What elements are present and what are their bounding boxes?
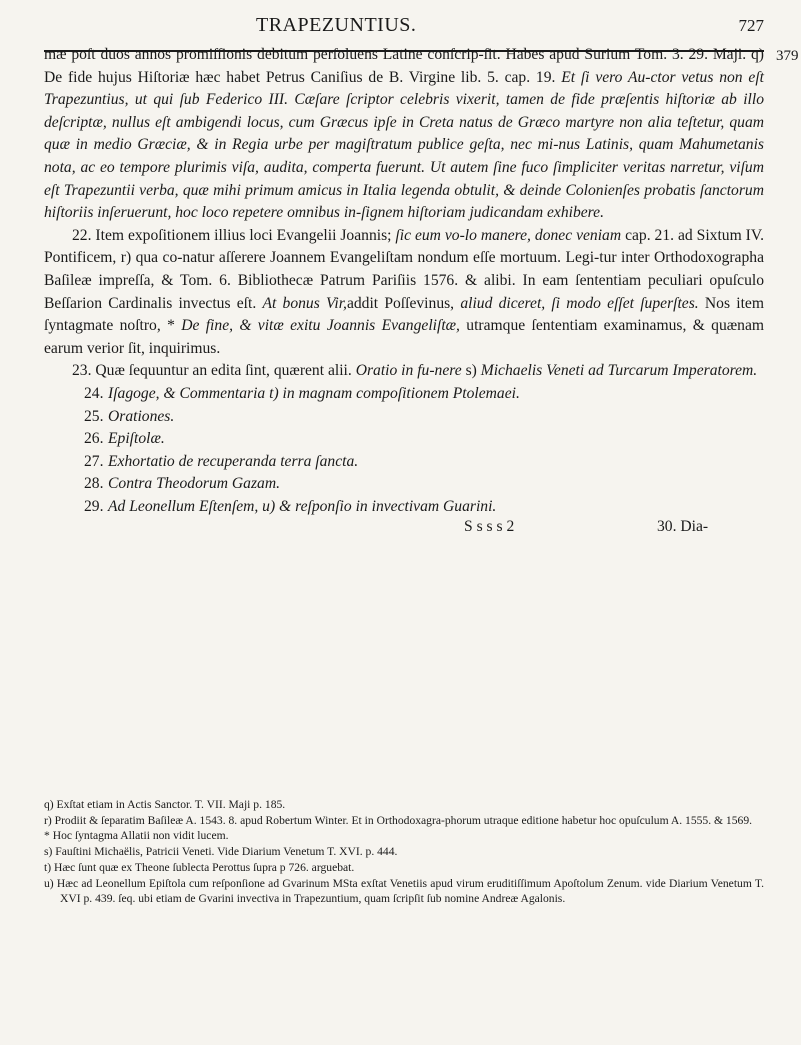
gospel-quote: ſic eum vo-lo manere, donec veniam	[395, 226, 622, 244]
footnote: q) Exſtat etiam in Actis Sanctor. T. VII. Maji p. 185.	[44, 798, 286, 811]
entry-text: Contra Theodorum Gazam.	[108, 475, 280, 493]
possevinus-text: addit Poſſevinus,	[346, 294, 455, 312]
para-22-text: cap. 21. ad Sixtum IV. Pontificem, r) qua co-natur aſſerere Joannem Evangeliſtam nondum eſſe mortuum. Legi-tur inter Orthodoxographa Baſileæ impreſſa, & Tom. 6. Bibliothecæ Patrum Pariſiis 1576. & alibi. In eam ſententiam peculiari opuſculo Beſſarion Cardinalis invectus eſt.	[44, 226, 764, 312]
footnotes	[44, 797, 764, 907]
syntagma-ref: Nos item ſyntagmate noſtro, *	[44, 294, 764, 335]
main-text	[44, 44, 764, 540]
paragraph-22	[44, 225, 764, 361]
entry-text: Exhortatio de recuperanda terra ſancta.	[108, 452, 359, 470]
signature-mark: S s s s 2	[464, 518, 515, 536]
entry-text: Epiſtolæ.	[108, 430, 165, 448]
oratio-title: Oratio in fu-nere	[355, 362, 462, 380]
signature-line	[44, 518, 764, 540]
entry-text: Ad Leonellum Eſtenſem, u) & reſponſio in invectivam Guarini.	[108, 497, 497, 515]
para-22-lead: 22. Item expoſitionem illius loci Evangelii Joannis;	[72, 226, 392, 244]
list-item	[44, 383, 764, 406]
footnote: r) Prodiit & ſeparatim Baſileæ A. 1543. 8. apud Robertum Winter. Et in Orthodoxagra-phorum utraque editione habetur hoc opuſculum A. 1555. & 1569.	[44, 813, 753, 827]
footnote: t) Hæc ſunt quæ ex Theone ſublecta Perottus ſupra p 726. arguebat.	[44, 860, 355, 874]
paragraph-23	[44, 360, 764, 383]
oratio-subject: Michaelis Veneti ad Turcarum Imperatorem.	[480, 362, 758, 380]
para-23-text: 23. Quæ ſequuntur an edita ſint, quærent alii.	[72, 362, 352, 380]
footnote: s) Fauſtini Michaëlis, Patricii Veneti. Vide Diarium Venetum T. XVI. p. 444.	[44, 845, 398, 859]
entry-number: 26.	[84, 430, 104, 448]
paragraph-21	[44, 44, 764, 225]
entry-text: Iſagoge, & Commentaria t) in magnam compoſitionem Ptolemaei.	[108, 384, 520, 402]
entry-number: 24.	[84, 384, 104, 402]
list-item	[44, 428, 764, 451]
margin-number: 379	[776, 48, 799, 64]
bonus-vir: At bonus Vir,	[262, 294, 347, 312]
para-22-end: utramque ſententiam examinamus, & quænam earum verior ſit, inquirimus.	[44, 317, 764, 357]
entry-text: Orationes.	[108, 407, 175, 425]
running-header	[44, 12, 764, 40]
canisius-quote: Et ſi vero Au-ctor vetus non eſt Trapezuntius, ut qui ſub Federico III. Cæſare ſcriptor celebris vixerit, tamen de fide præſentis hiſtoriæ ab illo deſcriptæ, nullus eſt ambigendi locus, cum Græcus ipſe in Creta natus de Græco martyre non alia teſtetur, quam quæ in medio Græciæ, & in Regia urbe per magiſtratum publice geſta, nec mi-nus Latinis, quam Mahumetanis nota, ac eo tempore plurimis viſa, audita, comperta fuerunt. Ut autem ſine fuco ſimpliciter veritas narretur, viſum eſt Trapezuntii verba, quæ mihi primum amicus in Italia legenda obtulit, & deinde Colonienſes probatis ſanctorum hiſtoriis inſeruerunt, hoc loco repetere omnibus in-ſignem hiſtoriam judicandam exhibere.	[44, 68, 764, 222]
entry-number: 29.	[84, 497, 104, 515]
page-number: 727	[738, 16, 764, 35]
para-21-text: mæ poſt duos annos promiſſionis debitum perſoluens Latine conſcrip-ſit. Habes apud Surium Tom. 3. 29. Maji. q) De fide hujus Hiſtoriæ hæc habet Petrus Caniſius de B. Virgine lib. 5. cap. 19.	[44, 46, 764, 86]
entry-number: 25.	[84, 407, 104, 425]
running-title: TRAPEZUNTIUS.	[256, 14, 417, 36]
entry-number: 27.	[84, 452, 104, 470]
catchword: 30. Dia-	[657, 518, 709, 536]
entry-number: 28.	[84, 475, 104, 493]
list-item	[44, 451, 764, 474]
footnote: * Hoc ſyntagma Allatii non vidit lucem.	[44, 829, 229, 843]
syntagma-title: De fine, & vitæ exitu Joannis Evangeliſtæ,	[181, 317, 460, 335]
list-item	[44, 406, 764, 429]
note-s-mark: s)	[465, 362, 477, 380]
list-item	[44, 473, 764, 496]
possevinus-quote: aliud diceret, ſi modo eſſet ſuperſtes.	[460, 294, 699, 312]
footnote: u) Hæc ad Leonellum Epiſtola cum reſponſione ad Gvarinum MSta exſtat Venetiis apud virum eruditiſſimum Apoſtolum Zenum. vide Diarium Venetum T. XVI p. 439. ſeq. ubi etiam de Gvarini invectiva in Trapezuntium, quam ſcripſit ſub nomine Andreæ Agalonis.	[44, 876, 764, 906]
list-item	[44, 496, 764, 519]
